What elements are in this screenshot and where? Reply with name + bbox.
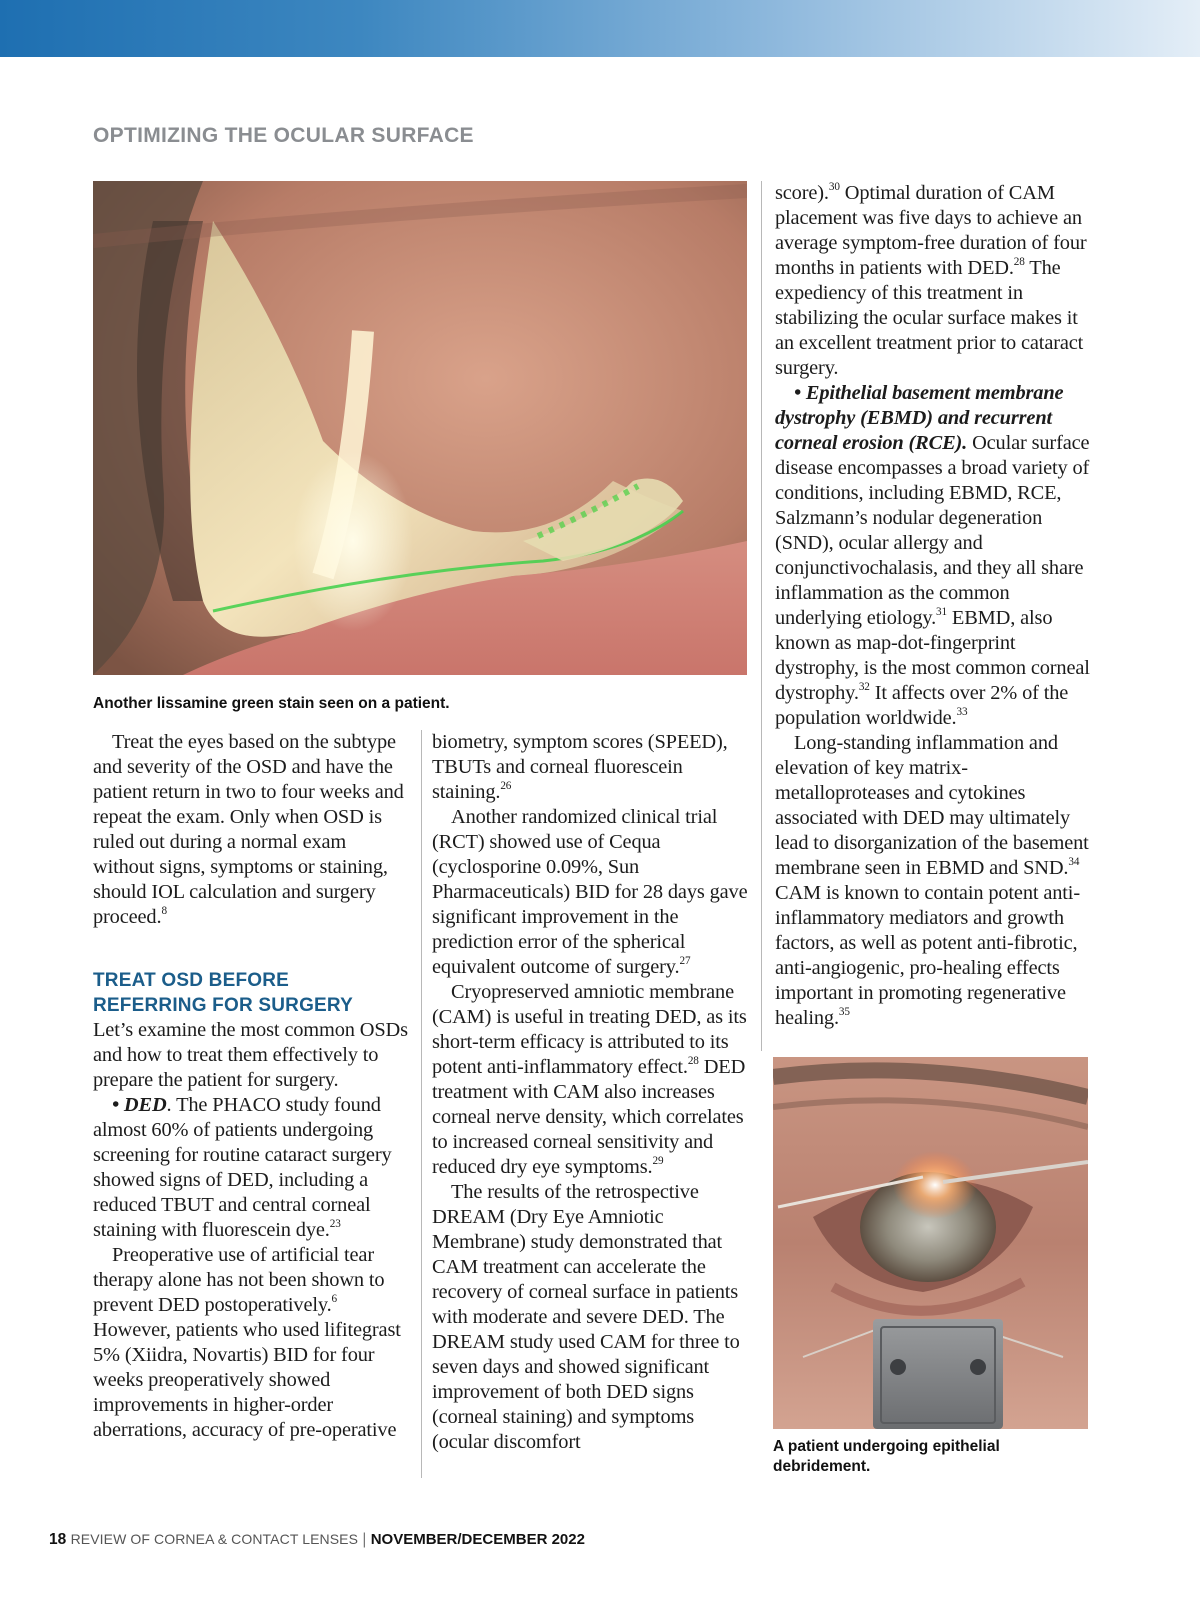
figure-caption-debridement: A patient undergoing epithelial debridement. [773, 1438, 1000, 1475]
paragraph: Long-standing inflammation and elevation of key matrix-metalloproteases and cytokines associated with DED may ultimately lead to disorganization of the basement membrane seen in EBMD and SND.$^{34}$ CAM is known to contain potent anti-inflammatory mediators and growth factors, as well as potent anti-fibrotic, anti-angiogenic, pro-healing effects important in promoting regenerative healing.$^{35}$ [775, 732, 1089, 1029]
paragraph: Cryopreserved amniotic membrane (CAM) is useful in treating DED, as its short-term efficacy is attributed to its potent anti-inflammatory effect.$^{28}$ DED treatment with CAM also increases corneal nerve density, which correlates to increased corneal sensitivity and reduced dry eye symptoms.$^{29}$ [432, 981, 747, 1178]
subheading-treat-osd: TREAT OSD BEFORE REFERRING FOR SURGERY [93, 970, 354, 1016]
figure-caption-lissamine: Another lissamine green stain seen on a patient. [93, 695, 450, 712]
paragraph: Treat the eyes based on the subtype and severity of the OSD and have the patient return in two to four weeks and repeat the exam. Only when OSD is ruled out during a normal exam without signs, symptoms or staining, should IOL calculation and surgery proceed.$^8$ [93, 731, 404, 928]
issue-date: NOVEMBER/DECEMBER 2022 [370, 1531, 585, 1548]
paragraph: The results of the retrospective DREAM (Dry Eye Amniotic Membrane) study demonstrated that CAM treatment can accelerate the recovery of corneal surface in patients with moderate and severe DED. The DREAM study used CAM for three to seven days and showed significant improvement of both DED signs (corneal staining) and symptoms (ocular discomfort [432, 1181, 740, 1453]
column-divider [421, 730, 422, 1478]
page-number: 18 [49, 1531, 67, 1548]
epithelial-debridement-photo [773, 1057, 1088, 1429]
paragraph-ded: • DED. The PHACO study found almost 60% of patients undergoing screening for routine cataract surgery showed signs of DED, including a reduced TBUT and central corneal staining with fluorescein dye.$^{23}$ [93, 1094, 392, 1241]
lissamine-stain-photo [93, 181, 747, 675]
page-footer [49, 1531, 585, 1549]
paragraph: Let’s examine the most common OSDs and how to treat them effectively to prepare the patient for surgery. [93, 1019, 408, 1091]
text-column-2 [432, 730, 750, 1455]
section-label: OPTIMIZING THE OCULAR SURFACE [93, 124, 474, 147]
footer-separator: | [362, 1531, 367, 1548]
paragraph: Preoperative use of artificial tear therapy alone has not been shown to prevent DED postoperatively.$^6$ However, patients who used lifitegrast 5% (Xiidra, Novartis) BID for four weeks preoperatively showed improvements in higher-order aberrations, accuracy of pre-operative [93, 1244, 401, 1441]
header-color-bar [0, 0, 1200, 57]
paragraph: score).$^{30}$ Optimal duration of CAM placement was five days to achieve an average symptom-free duration of four months in patients with DED.$^{28}$ The expediency of this treatment in stabilizing the ocular surface makes it an excellent treatment prior to cataract surgery. [775, 181, 1087, 379]
paragraph-ebmd: • Epithelial basement membrane dystrophy (EBMD) and recurrent corneal erosion (RCE). Ocular surface disease encompasses a broad variety of conditions, including EBMD, RCE, Salzmann’s nodular degeneration (SND), ocular allergy and conjunctivochalasis, and they all share inflammation as the common underlying etiology.$^{31}$ EBMD, also known as map-dot-fingerprint dystrophy, is the most common corneal dystrophy.$^{32}$ It affects over 2% of the population worldwide.$^{33}$ [775, 382, 1090, 729]
paragraph: biometry, symptom scores (SPEED), TBUTs and corneal fluorescein staining.$^{26}$ [432, 731, 728, 803]
column-divider [761, 181, 762, 1051]
text-column-3 [775, 181, 1091, 1031]
text-column-1 [93, 730, 411, 1443]
paragraph: Another randomized clinical trial (RCT) showed use of Cequa (cyclosporine 0.09%, Sun Pharmaceuticals) BID for 28 days gave significant improvement in the prediction error of the spherical equivalent outcome of surgery.$^{27}$ [432, 806, 748, 978]
publication-name: REVIEW OF CORNEA & CONTACT LENSES [70, 1531, 359, 1547]
